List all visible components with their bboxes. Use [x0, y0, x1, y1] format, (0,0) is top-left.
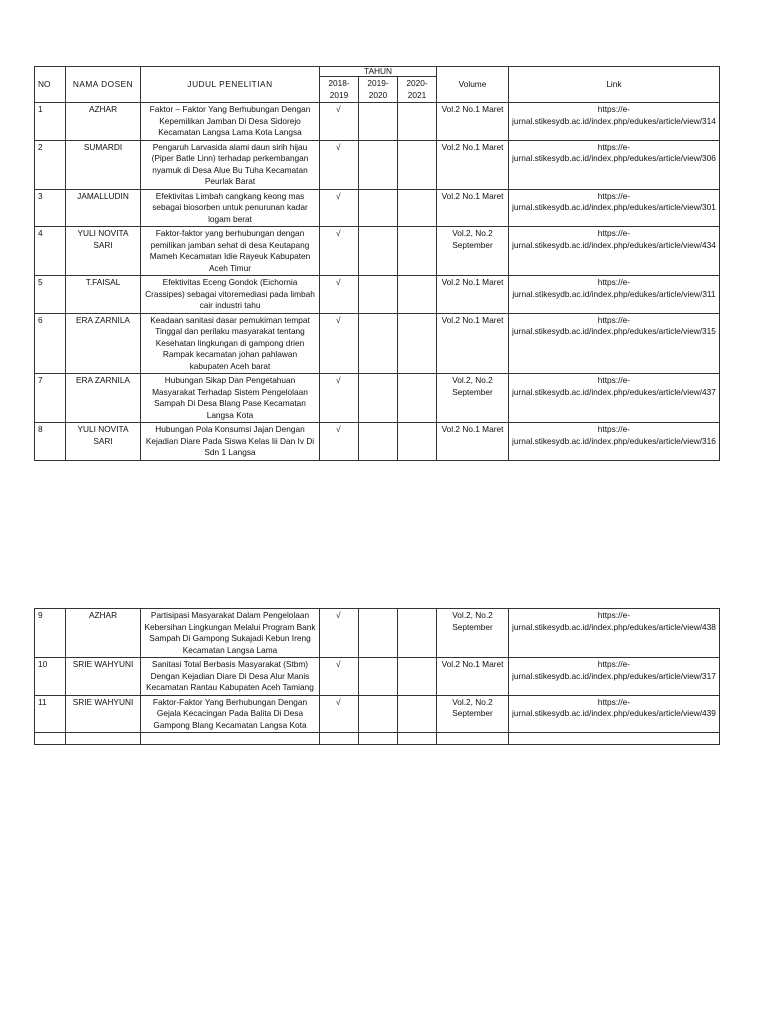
table-row: [35, 423, 720, 461]
table-row: [35, 140, 720, 189]
table-header: [35, 67, 720, 103]
cell-no: 5: [35, 276, 66, 314]
cell-nama-dosen: YULI NOVITA SARI: [66, 227, 141, 276]
cell-year-2019-2020: [359, 695, 398, 733]
header-year-2019-2020: 2019-2020: [359, 77, 398, 103]
cell-nama-dosen: SRIE WAHYUNI: [66, 695, 141, 733]
cell-volume: Vol.2 No.1 Maret: [437, 276, 509, 314]
header-volume: Volume: [437, 67, 509, 103]
cell-link[interactable]: https://e-jurnal.stikesydb.ac.id/index.php/edukes/article/view/311: [509, 276, 720, 314]
cell-volume: Vol.2, No.2 September: [437, 695, 509, 733]
cell-year-2018-2019: √: [320, 189, 359, 227]
table-body: [35, 103, 720, 461]
cell-year-2020-2021: [398, 374, 437, 423]
cell-link[interactable]: https://e-jurnal.stikesydb.ac.id/index.php/edukes/article/view/301: [509, 189, 720, 227]
cell-judul-penelitian: Faktor – Faktor Yang Berhubungan Dengan Kepemilikan Jamban Di Desa Sidorejo Kecamatan Langsa Lama Kota Langsa: [141, 103, 320, 141]
header-year-2018-2019: 2018-2019: [320, 77, 359, 103]
cell-year-2020-2021: [398, 658, 437, 696]
cell-link[interactable]: https://e-jurnal.stikesydb.ac.id/index.php/edukes/article/view/434: [509, 227, 720, 276]
cell-year-2018-2019: √: [320, 609, 359, 658]
cell-no: 11: [35, 695, 66, 733]
cell-volume: Vol.2, No.2 September: [437, 227, 509, 276]
research-table-page-1: [34, 66, 720, 461]
cell-year-2020-2021: [398, 103, 437, 141]
cell-no: 10: [35, 658, 66, 696]
cell-year-2019-2020: [359, 313, 398, 374]
cell-judul-penelitian: Faktor-faktor yang berhubungan dengan pemilikan jamban sehat di desa Keutapang Mameh Kecamatan Idie Rayeuk Kabupaten Aceh Timur: [141, 227, 320, 276]
table-body: [35, 609, 720, 745]
cell-no: 6: [35, 313, 66, 374]
empty-cell: [141, 733, 320, 745]
cell-year-2019-2020: [359, 609, 398, 658]
cell-no: 2: [35, 140, 66, 189]
cell-year-2020-2021: [398, 227, 437, 276]
table-row: [35, 227, 720, 276]
research-table-page-2: [34, 608, 720, 745]
table-row: [35, 374, 720, 423]
cell-judul-penelitian: Efektivitas Limbah cangkang keong mas sebagai biosorben untuk penurunan kadar logam berat: [141, 189, 320, 227]
empty-cell: [509, 733, 720, 745]
cell-judul-penelitian: Hubungan Sikap Dan Pengetahuan Masyarakat Terhadap Sistem Pengelolaan Sampah Di Desa Blang Pase Kecamatan Langsa Kota: [141, 374, 320, 423]
cell-year-2018-2019: √: [320, 140, 359, 189]
cell-year-2019-2020: [359, 103, 398, 141]
cell-year-2020-2021: [398, 276, 437, 314]
cell-judul-penelitian: Hubungan Pola Konsumsi Jajan Dengan Kejadian Diare Pada Siswa Kelas Iii Dan Iv Di Sdn 1 Langsa: [141, 423, 320, 461]
header-judul-penelitian: JUDUL PENELITIAN: [141, 67, 320, 103]
cell-judul-penelitian: Efektivitas Eceng Gondok (Eichornia Crassipes) sebagai vitoremediasi pada limbah cair industri tahu: [141, 276, 320, 314]
cell-year-2020-2021: [398, 189, 437, 227]
cell-no: 3: [35, 189, 66, 227]
empty-cell: [66, 733, 141, 745]
cell-volume: Vol.2 No.1 Maret: [437, 103, 509, 141]
cell-volume: Vol.2 No.1 Maret: [437, 313, 509, 374]
cell-year-2018-2019: √: [320, 276, 359, 314]
cell-year-2020-2021: [398, 140, 437, 189]
cell-link[interactable]: https://e-jurnal.stikesydb.ac.id/index.php/edukes/article/view/315: [509, 313, 720, 374]
table-row: [35, 658, 720, 696]
cell-volume: Vol.2, No.2 September: [437, 609, 509, 658]
cell-judul-penelitian: Pengaruh Larvasida alami daun sirih hijau (Piper Batle Linn) terhadap perkembangan nyamuk di Desa Alue Bu Tuha Kecamatan Peurlak Barat: [141, 140, 320, 189]
cell-nama-dosen: YULI NOVITA SARI: [66, 423, 141, 461]
cell-judul-penelitian: Faktor-Faktor Yang Berhubungan Dengan Gejala Kecacingan Pada Balita Di Desa Gampong Blang Kecamatan Langsa Kota: [141, 695, 320, 733]
cell-link[interactable]: https://e-jurnal.stikesydb.ac.id/index.php/edukes/article/view/317: [509, 658, 720, 696]
cell-year-2019-2020: [359, 658, 398, 696]
cell-nama-dosen: AZHAR: [66, 103, 141, 141]
table-row: [35, 695, 720, 733]
table-row: [35, 313, 720, 374]
cell-link[interactable]: https://e-jurnal.stikesydb.ac.id/index.php/edukes/article/view/438: [509, 609, 720, 658]
header-link: Link: [509, 67, 720, 103]
empty-cell: [359, 733, 398, 745]
cell-year-2018-2019: √: [320, 658, 359, 696]
cell-year-2019-2020: [359, 189, 398, 227]
cell-no: 8: [35, 423, 66, 461]
header-no: NO: [35, 67, 66, 103]
cell-year-2020-2021: [398, 609, 437, 658]
cell-year-2019-2020: [359, 374, 398, 423]
cell-year-2018-2019: √: [320, 103, 359, 141]
cell-year-2018-2019: √: [320, 374, 359, 423]
table-row: [35, 189, 720, 227]
cell-volume: Vol.2 No.1 Maret: [437, 140, 509, 189]
table-row: [35, 103, 720, 141]
cell-year-2018-2019: √: [320, 423, 359, 461]
cell-year-2018-2019: √: [320, 695, 359, 733]
empty-cell: [320, 733, 359, 745]
cell-volume: Vol.2 No.1 Maret: [437, 423, 509, 461]
cell-year-2018-2019: √: [320, 227, 359, 276]
table-row: [35, 609, 720, 658]
cell-no: 4: [35, 227, 66, 276]
cell-volume: Vol.2 No.1 Maret: [437, 658, 509, 696]
cell-nama-dosen: JAMALLUDIN: [66, 189, 141, 227]
cell-volume: Vol.2 No.1 Maret: [437, 189, 509, 227]
cell-no: 9: [35, 609, 66, 658]
cell-judul-penelitian: Keadaan sanitasi dasar pemukiman tempat Tinggal dan perilaku masyarakat tentang Kesehatan lingkungan di gampong drien Rampak kecamatan johan pahlawan kabupaten Aceh barat: [141, 313, 320, 374]
header-tahun: TAHUN: [320, 67, 437, 77]
empty-row: [35, 733, 720, 745]
cell-judul-penelitian: Sanitasi Total Berbasis Masyarakat (Stbm) Dengan Kejadian Diare Di Desa Alur Manis Kecamatan Rantau Kabupaten Aceh Tamiang: [141, 658, 320, 696]
empty-cell: [437, 733, 509, 745]
empty-cell: [398, 733, 437, 745]
cell-nama-dosen: SUMARDI: [66, 140, 141, 189]
cell-year-2018-2019: √: [320, 313, 359, 374]
cell-no: 7: [35, 374, 66, 423]
cell-nama-dosen: ERA ZARNILA: [66, 374, 141, 423]
cell-nama-dosen: ERA ZARNILA: [66, 313, 141, 374]
cell-year-2019-2020: [359, 423, 398, 461]
cell-link[interactable]: https://e-jurnal.stikesydb.ac.id/index.php/edukes/article/view/306: [509, 140, 720, 189]
cell-year-2019-2020: [359, 140, 398, 189]
cell-link[interactable]: https://e-jurnal.stikesydb.ac.id/index.php/edukes/article/view/316: [509, 423, 720, 461]
cell-nama-dosen: SRIE WAHYUNI: [66, 658, 141, 696]
cell-year-2020-2021: [398, 423, 437, 461]
cell-nama-dosen: AZHAR: [66, 609, 141, 658]
cell-year-2019-2020: [359, 227, 398, 276]
cell-year-2020-2021: [398, 313, 437, 374]
cell-link[interactable]: https://e-jurnal.stikesydb.ac.id/index.php/edukes/article/view/314: [509, 103, 720, 141]
empty-cell: [35, 733, 66, 745]
cell-volume: Vol.2, No.2 September: [437, 374, 509, 423]
cell-year-2020-2021: [398, 695, 437, 733]
cell-judul-penelitian: Partisipasi Masyarakat Dalam Pengelolaan Kebersihan Lingkungan Melalui Program Bank Sampah Di Gampong Sukajadi Kebun Ireng Kecamatan Langsa Lama: [141, 609, 320, 658]
cell-year-2019-2020: [359, 276, 398, 314]
header-year-2020-2021: 2020-2021: [398, 77, 437, 103]
cell-link[interactable]: https://e-jurnal.stikesydb.ac.id/index.php/edukes/article/view/439: [509, 695, 720, 733]
header-nama-dosen: NAMA DOSEN: [66, 67, 141, 103]
cell-no: 1: [35, 103, 66, 141]
table-row: [35, 276, 720, 314]
cell-nama-dosen: T.FAISAL: [66, 276, 141, 314]
cell-link[interactable]: https://e-jurnal.stikesydb.ac.id/index.php/edukes/article/view/437: [509, 374, 720, 423]
